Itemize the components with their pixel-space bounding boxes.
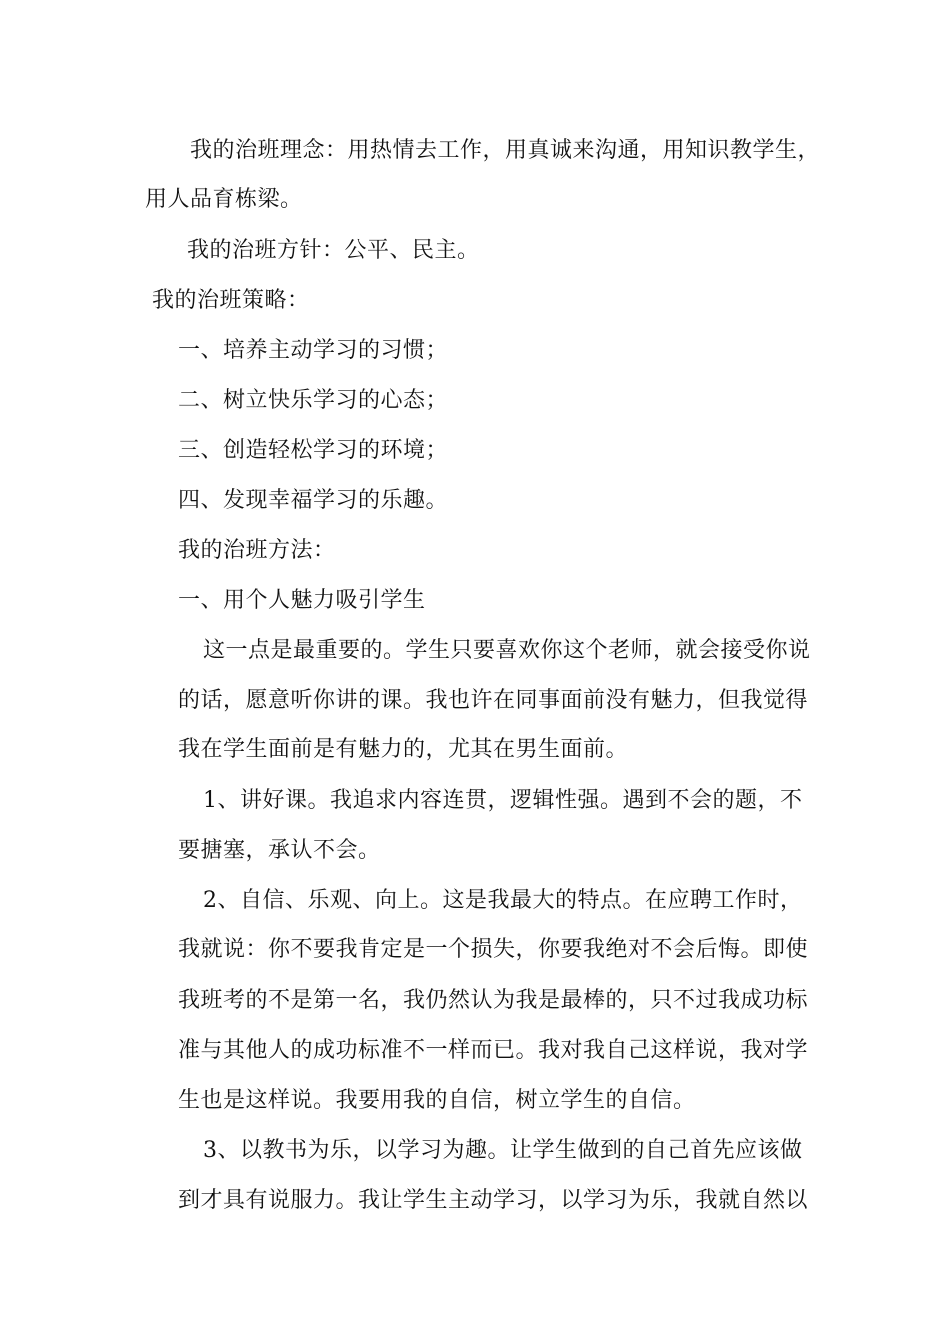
subpoint-2-line: 我就说：你不要我肯定是一个损失，你要我绝对不会后悔。即使	[178, 937, 809, 962]
subpoint-2-line: 准与其他人的成功标准不一样而已。我对我自己这样说，我对学	[178, 1038, 809, 1063]
subpoint-3-line: 3、以教书为乐，以学习为趣。让学生做到的自己首先应该做	[203, 1138, 803, 1163]
method-item-1-heading: 一、用个人魅力吸引学生	[178, 588, 426, 613]
subpoint-1-line: 要搪塞，承认不会。	[178, 838, 381, 863]
strategy-item-1: 一、培养主动学习的习惯；	[178, 338, 449, 363]
subpoint-1-line: 1、讲好课。我追求内容连贯，逻辑性强。遇到不会的题，不	[203, 788, 803, 813]
strategy-item-4: 四、发现幸福学习的乐趣。	[178, 488, 449, 513]
subpoint-2-line: 我班考的不是第一名，我仍然认为我是最棒的，只不过我成功标	[178, 988, 809, 1013]
method-heading: 我的治班方法：	[178, 538, 336, 563]
strategy-item-3: 三、创造轻松学习的环境；	[178, 438, 449, 463]
paragraph-line: 我在学生面前是有魅力的，尤其在男生面前。	[178, 737, 629, 762]
subpoint-3-line: 到才具有说服力。我让学生主动学习，以学习为乐，我就自然以	[178, 1188, 809, 1213]
philosophy-line-1: 我的治班理念：用热情去工作，用真诚来沟通，用知识教学生，	[190, 138, 821, 163]
subpoint-2-line: 2、自信、乐观、向上。这是我最大的特点。在应聘工作时，	[203, 888, 803, 913]
strategy-item-2: 二、树立快乐学习的心态；	[178, 388, 449, 413]
paragraph-line: 的话，愿意听你讲的课。我也许在同事面前没有魅力，但我觉得	[178, 688, 809, 713]
philosophy-line-2: 用人品育栋梁。	[145, 187, 303, 212]
paragraph-line: 这一点是最重要的。学生只要喜欢你这个老师，就会接受你说	[203, 638, 811, 663]
strategy-heading: 我的治班策略：	[152, 288, 310, 313]
policy-line: 我的治班方针：公平、民主。	[187, 238, 480, 263]
subpoint-2-line: 生也是这样说。我要用我的自信，树立学生的自信。	[178, 1088, 696, 1113]
